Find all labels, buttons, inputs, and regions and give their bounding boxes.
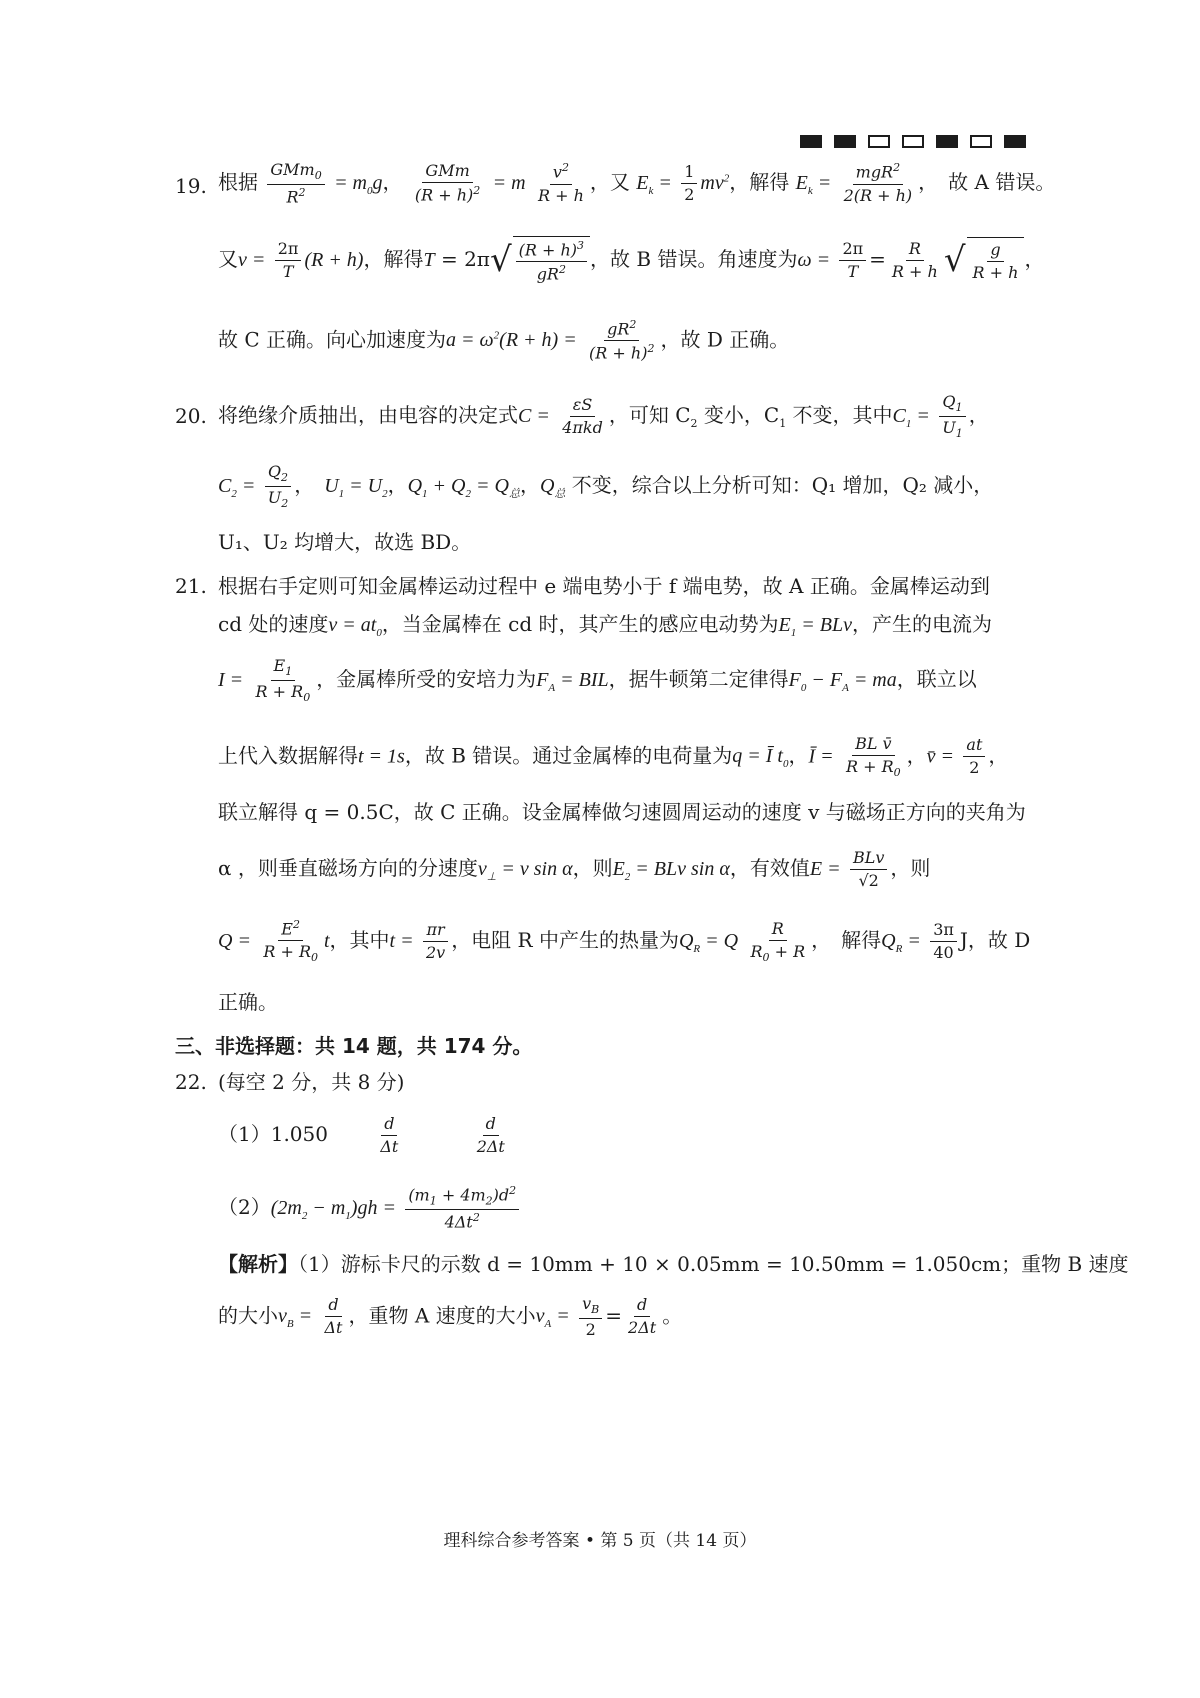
mark-block [1004, 135, 1026, 148]
mark-block [970, 135, 992, 148]
q19-line-3: 故 C 正确。向心加速度为$a = \omega^2(R + h)$ = $\frac{gR^2}{(R + h)^2}$ ，故 D 正确。 [218, 318, 790, 363]
q19-number: 19. [175, 174, 207, 198]
mark-block [902, 135, 924, 148]
q20-line-3: U₁、U₂ 均增大，故选 BD。 [218, 530, 472, 554]
q20-number: 20. [175, 404, 207, 428]
q22-part-1: （1）1.050 $\frac{d}{\Delta t}$ $\frac{d}{2\Delta t}$ [218, 1114, 505, 1156]
q22-head: (每空 2 分，共 8 分) [218, 1070, 405, 1094]
q21-line-2: cd 处的速度$v = at_0$，当金属棒在 cd 时，其产生的感应电动势为$E_1$ = BLv，产生的电流为 [218, 612, 992, 639]
q21-line-6: α ，则垂直磁场方向的分速度$v_\perp = v$ sin α，则$E_2$ = BLv sin α，有效值E = $\frac{\text{BLv}}{√2}$ ，则 [218, 848, 931, 890]
mark-block [800, 135, 822, 148]
q21-line-5: 联立解得 q = 0.5C，故 C 正确。设金属棒做匀速圆周运动的速度 v 与磁场正方向的夹角为 [218, 800, 1026, 824]
q22-analysis-1: 【解析】（1）游标卡尺的示数 d = 10mm + 10 × 0.05mm = 10.50mm = 1.050cm；重物 B 速度 [218, 1252, 1129, 1276]
q22-part-2: $(2)(2m_2 - m_1)gh$ = $\frac{(m_1 + 4m_2)d^2}{4\Delta t^2}$ [218, 1184, 522, 1233]
page-footer: 理科综合参考答案 • 第 5 页（共 14 页） [443, 1531, 757, 1551]
q20-line-1: 将绝缘介质抽出，由电容的决定式C = $\frac{\varepsilon S}{\text{4πkd}}$ ，可知 $C_2$ 变小，$C_1$ 不变，其中$C_1$ = $\frac{Q_1}{U_1}$ ， [218, 392, 989, 441]
page-marks [800, 135, 1026, 148]
q21-line-8: 正确。 [218, 990, 278, 1014]
q21-line-7: Q = $\frac{E^2}{R + R_0}$ t，其中t = $\frac{\pi r}{2v}$ ，电阻 R 中产生的热量为$Q_R = Q$ $\frac{R}{R_0 + R}$ ， 解得$Q_R$ = $\frac{3\pi}{40}$ J，故 D [218, 918, 1031, 965]
section-heading: 三、非选择题：共 14 题，共 174 分。 [175, 1034, 533, 1058]
mark-block [936, 135, 958, 148]
q21-line-3: I = $\frac{E_1}{R + R_0}$ ，金属棒所受的安培力为$F_A$ = BIL，据牛顿第二定律得$F_0 - F_A$ = ma，联立以 [218, 656, 977, 705]
q21-line-4: 上代入数据解得t = 1s，故 B 错误。通过金属棒的电荷量为q = Ī $t_0$，Ī = $\frac{\text{BL v̄}}{R + R_0}$ ，v̄ = $\frac{at}{2}$ ， [218, 734, 1009, 780]
q20-line-2: $C_2$ = $\frac{Q_2}{U_2}$ ， $U_1 = U_2$，$Q_1 + Q_2 = Q_总$，$Q_总$ 不变，综合以上分析可知：Q₁ 增加，Q₂ 减小， [218, 462, 994, 511]
mark-block [834, 135, 856, 148]
mark-block [868, 135, 890, 148]
q22-analysis-2: 的大小$v_B$ = $\frac{d}{\Delta t}$ ，重物 A 速度的大小$v_A$ = $\frac{v_B}{2}$ = $\frac{d}{2\Delta t}$ 。 [218, 1294, 683, 1339]
q19-line-2: 又v = $\frac{2\pi}{T}$ (R + h)，解得T = 2π √ $\frac{(R + h)^3}{gR^2}$ ，故 B 错误。角速度为ω = $\frac{2\pi}{T}$ = $\frac{R}{R + h}$ √ $\frac{g}{R + h}$ ， [218, 236, 1044, 285]
q21-number: 21. [175, 574, 207, 598]
q22-number: 22. [175, 1070, 207, 1094]
q19-line-1: 根据 $\frac{GMm_0}{R^2}$ = $m_0g$， $\frac{\text{GMm}}{(R + h)^2}$ = m $\frac{v^2}{R + h}$ ，又 $E_k$ = $\frac{1}{2}$ $mv^2$，解得 $E_k$ = $\frac{mgR^2}{2(R + h)}$ ， 故 A 错误。 [218, 160, 1056, 207]
q21-line-1: 根据右手定则可知金属棒运动过程中 e 端电势小于 f 端电势，故 A 正确。金属棒运动到 [218, 574, 990, 598]
